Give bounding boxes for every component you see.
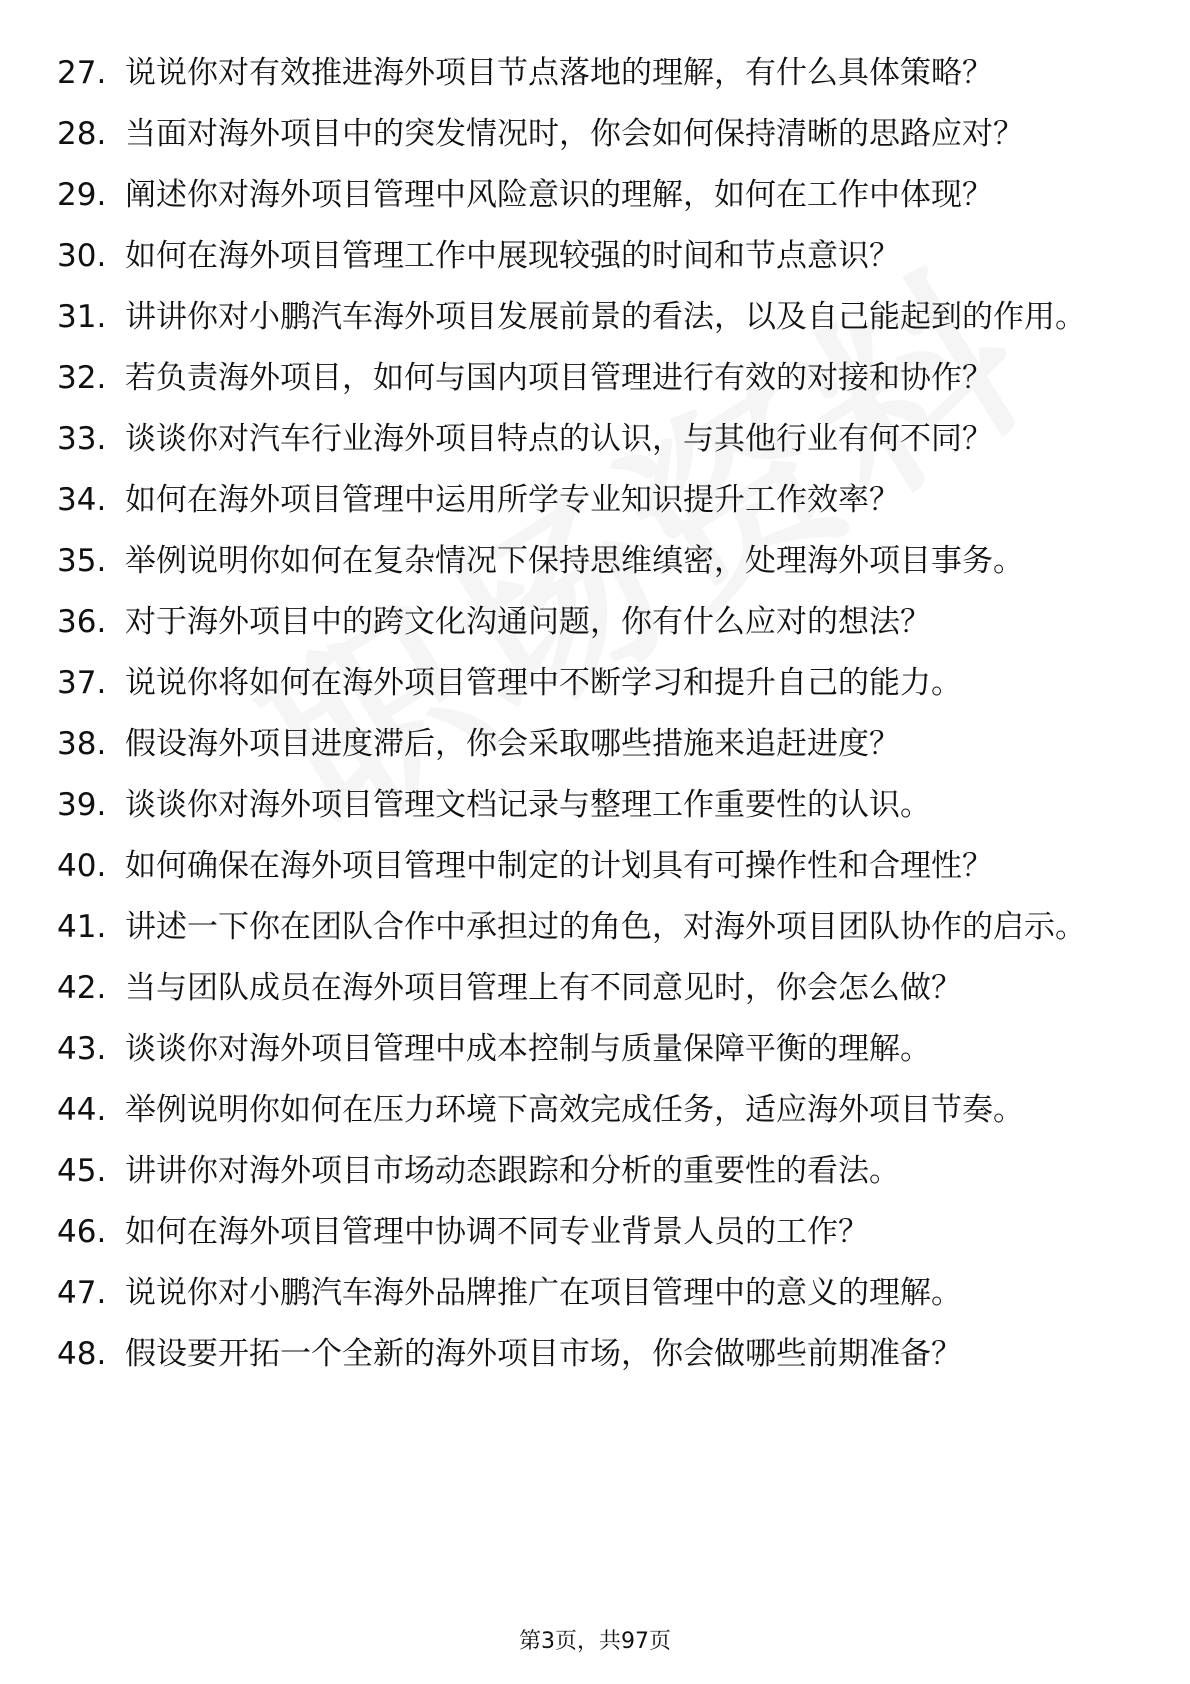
question-text: 讲述一下你在团队合作中承担过的角色，对海外项目团队协作的启示。 [125, 909, 1086, 945]
question-item [57, 843, 1117, 890]
question-text: 举例说明你如何在复杂情况下保持思维缜密，处理海外项目事务。 [125, 543, 1024, 579]
question-text: 举例说明你如何在压力环境下高效完成任务，适应海外项目节奏。 [125, 1092, 1024, 1128]
question-number: 44. [57, 1092, 107, 1128]
question-item [57, 1148, 1117, 1195]
question-number: 31. [57, 299, 107, 335]
question-number: 36. [57, 604, 107, 640]
question-number: 48. [57, 1336, 107, 1372]
question-text: 假设海外项目进度滞后，你会采取哪些措施来追赶进度？ [125, 726, 900, 762]
question-number: 43. [57, 1031, 107, 1067]
question-item [57, 904, 1117, 951]
question-number: 35. [57, 543, 107, 579]
question-item [57, 294, 1117, 341]
question-text: 如何在海外项目管理中运用所学专业知识提升工作效率？ [125, 482, 900, 518]
question-text: 假设要开拓一个全新的海外项目市场，你会做哪些前期准备？ [125, 1336, 962, 1372]
question-number: 30. [57, 238, 107, 274]
question-item [57, 965, 1117, 1012]
question-item [57, 111, 1117, 158]
question-text: 讲讲你对海外项目市场动态跟踪和分析的重要性的看法。 [125, 1153, 900, 1189]
question-item [57, 1209, 1117, 1256]
question-number: 46. [57, 1214, 107, 1250]
question-text: 说说你对有效推进海外项目节点落地的理解，有什么具体策略？ [125, 55, 993, 91]
question-text: 讲讲你对小鹏汽车海外项目发展前景的看法，以及自己能起到的作用。 [125, 299, 1086, 335]
question-text: 如何确保在海外项目管理中制定的计划具有可操作性和合理性？ [125, 848, 993, 884]
question-text: 如何在海外项目管理中协调不同专业背景人员的工作？ [125, 1214, 869, 1250]
question-text: 当面对海外项目中的突发情况时，你会如何保持清晰的思路应对？ [125, 116, 1024, 152]
question-number: 47. [57, 1275, 107, 1311]
question-text: 对于海外项目中的跨文化沟通问题，你有什么应对的想法？ [125, 604, 931, 640]
question-number: 42. [57, 970, 107, 1006]
question-number: 33. [57, 421, 107, 457]
question-item [57, 416, 1117, 463]
question-item [57, 1331, 1117, 1378]
question-number: 41. [57, 909, 107, 945]
question-item [57, 599, 1117, 646]
question-text: 当与团队成员在海外项目管理上有不同意见时，你会怎么做？ [125, 970, 962, 1006]
question-item [57, 721, 1117, 768]
question-item [57, 660, 1117, 707]
question-number: 40. [57, 848, 107, 884]
question-text: 谈谈你对汽车行业海外项目特点的认识，与其他行业有何不同？ [125, 421, 993, 457]
question-number: 45. [57, 1153, 107, 1189]
question-item [57, 1026, 1117, 1073]
question-item [57, 50, 1117, 97]
question-item [57, 477, 1117, 524]
question-text: 说说你对小鹏汽车海外品牌推广在项目管理中的意义的理解。 [125, 1275, 962, 1311]
question-item [57, 172, 1117, 219]
question-text: 阐述你对海外项目管理中风险意识的理解，如何在工作中体现？ [125, 177, 993, 213]
question-list [57, 50, 1117, 1392]
question-text: 如何在海外项目管理工作中展现较强的时间和节点意识？ [125, 238, 900, 274]
question-number: 29. [57, 177, 107, 213]
question-number: 28. [57, 116, 107, 152]
question-item [57, 1270, 1117, 1317]
question-number: 34. [57, 482, 107, 518]
question-number: 27. [57, 55, 107, 91]
question-text: 说说你将如何在海外项目管理中不断学习和提升自己的能力。 [125, 665, 962, 701]
question-number: 37. [57, 665, 107, 701]
question-text: 谈谈你对海外项目管理文档记录与整理工作重要性的认识。 [125, 787, 931, 823]
page-number-footer: 第3页，共97页 [519, 1629, 671, 1654]
question-number: 38. [57, 726, 107, 762]
question-number: 32. [57, 360, 107, 396]
question-text: 若负责海外项目，如何与国内项目管理进行有效的对接和协作？ [125, 360, 993, 396]
question-number: 39. [57, 787, 107, 823]
question-item [57, 355, 1117, 402]
question-text: 谈谈你对海外项目管理中成本控制与质量保障平衡的理解。 [125, 1031, 931, 1067]
question-item [57, 1087, 1117, 1134]
question-item [57, 782, 1117, 829]
question-item [57, 233, 1117, 280]
question-item [57, 538, 1117, 585]
